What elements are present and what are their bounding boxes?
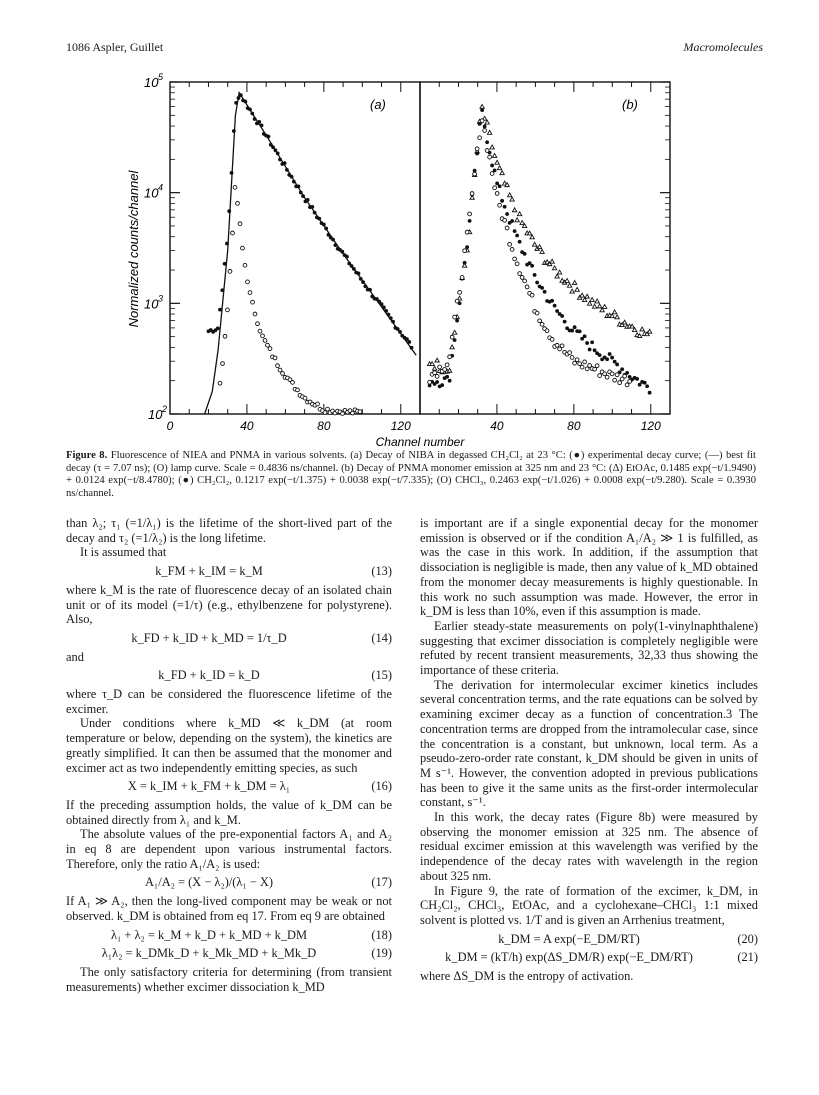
data-point	[463, 261, 467, 265]
data-point	[460, 276, 464, 280]
data-point	[555, 309, 559, 313]
data-point	[433, 371, 437, 375]
paragraph: It is assumed that	[80, 545, 167, 560]
data-point	[513, 229, 517, 233]
data-point	[263, 339, 267, 343]
equation-18: λ₁ + λ₂ = k_M + k_D + k_MD + k_DM (18)	[110, 927, 392, 942]
data-point	[518, 272, 522, 276]
data-point	[435, 380, 439, 384]
data-point	[505, 212, 509, 216]
y-tick-exponent: 4	[158, 182, 164, 193]
data-point	[610, 356, 614, 360]
data-point	[432, 366, 436, 370]
data-point	[625, 383, 629, 387]
data-point	[276, 364, 280, 368]
data-point	[465, 245, 469, 249]
data-point	[447, 368, 451, 372]
data-point	[580, 293, 584, 297]
data-point	[468, 212, 472, 216]
data-point	[598, 353, 602, 357]
data-point	[615, 373, 619, 377]
data-point	[565, 279, 569, 283]
equation-17: A₁/A₂ = (X − λ₂)/(λ₁ − X) (17)	[144, 875, 392, 890]
data-point	[440, 383, 444, 387]
data-point	[495, 192, 499, 196]
y-tick-label: 10	[144, 185, 159, 201]
panel-b-frame	[420, 82, 670, 414]
data-point	[428, 380, 432, 384]
data-point	[595, 299, 599, 303]
data-point	[236, 201, 240, 205]
data-point	[231, 231, 235, 235]
data-point	[500, 199, 504, 203]
data-point	[587, 301, 591, 305]
data-point	[530, 293, 534, 297]
data-point	[273, 356, 277, 360]
data-point	[473, 172, 477, 176]
best-fit-decay-line	[205, 93, 417, 414]
y-tick-exponent: 3	[158, 293, 164, 304]
data-point	[620, 367, 624, 371]
data-point	[510, 247, 514, 251]
data-point	[605, 357, 609, 361]
data-point	[613, 378, 617, 382]
data-point	[455, 319, 459, 323]
data-point	[583, 334, 587, 338]
data-point	[498, 203, 502, 207]
data-point	[485, 149, 489, 153]
data-point	[523, 279, 527, 283]
y-tick-label: 10	[148, 407, 163, 422]
data-point	[648, 391, 652, 395]
x-tick-label: 0	[166, 419, 174, 433]
data-point	[226, 308, 230, 312]
y-tick-exponent: 2	[162, 404, 168, 414]
data-point	[555, 343, 559, 347]
equation-21: k_DM = (kT/h) exp(ΔS_DM/R) exp(−E_DM/RT) (21)	[445, 950, 758, 965]
data-point	[567, 283, 571, 287]
running-header-right: Macromolecules	[683, 40, 763, 54]
data-point	[518, 240, 522, 244]
data-point	[515, 234, 519, 238]
equation-16: X = k_IM + k_FM + k_DM = λ₁ (16)	[127, 779, 392, 794]
data-point	[507, 193, 511, 197]
data-point	[450, 345, 454, 349]
data-point	[475, 147, 479, 151]
data-point	[585, 294, 589, 298]
data-point	[575, 287, 579, 291]
data-point	[512, 208, 516, 212]
data-point	[485, 140, 489, 144]
data-point	[490, 172, 494, 176]
data-point	[595, 364, 599, 368]
data-point	[487, 130, 491, 134]
data-point	[495, 160, 499, 164]
data-point	[550, 338, 554, 342]
data-point	[261, 334, 265, 338]
data-point	[485, 120, 489, 124]
x-axis-label: Channel number	[375, 435, 465, 449]
data-point	[597, 304, 601, 308]
data-point	[537, 245, 541, 249]
data-point	[241, 246, 245, 250]
data-point	[513, 257, 517, 261]
data-point	[635, 377, 639, 381]
data-point	[550, 299, 554, 303]
data-point	[535, 311, 539, 315]
data-point	[475, 152, 479, 156]
data-point	[500, 171, 504, 175]
data-point	[540, 286, 544, 290]
figure-caption	[66, 450, 756, 500]
paragraph: The absolute values of the pre-exponential factors A₁ and A₂ in eq 8 are dependent upon various instrumental factors. Therefore, only the ratio A₁/A₂ is used:	[66, 827, 392, 871]
data-point	[552, 266, 556, 270]
data-point	[438, 365, 442, 369]
data-point	[612, 310, 616, 314]
data-point	[326, 407, 330, 411]
data-point	[580, 365, 584, 369]
data-point	[532, 242, 536, 246]
data-point	[520, 276, 524, 280]
data-point	[248, 291, 252, 295]
data-point	[628, 380, 632, 384]
x-tick-label: 40	[490, 419, 504, 433]
equation-19: λ₁λ₂ = k_DMk_D + k_Mk_MD + k_Mk_D (19)	[101, 946, 392, 961]
data-point	[238, 222, 242, 226]
data-point	[455, 299, 459, 303]
data-point	[266, 343, 270, 347]
data-point	[508, 242, 512, 246]
data-point	[610, 372, 614, 376]
data-point	[563, 320, 567, 324]
data-point	[435, 358, 439, 362]
equation-20: k_DM = A exp(−E_DM/RT) (20)	[498, 931, 758, 946]
data-point	[623, 374, 627, 378]
data-point	[435, 374, 439, 378]
y-tick-exponent: 5	[158, 72, 164, 82]
data-point	[256, 322, 260, 326]
paragraph: and	[66, 649, 84, 664]
data-point	[452, 330, 456, 334]
data-point	[557, 270, 561, 274]
data-point	[480, 104, 484, 108]
data-point	[540, 322, 544, 326]
data-point	[605, 375, 609, 379]
data-point	[588, 348, 592, 352]
data-point	[243, 263, 247, 267]
data-point	[468, 219, 472, 223]
data-point	[503, 218, 507, 222]
figure-8	[100, 64, 700, 449]
data-point	[358, 410, 362, 414]
data-point	[602, 305, 606, 309]
data-point	[453, 315, 457, 319]
data-point	[497, 166, 501, 170]
data-point	[218, 381, 222, 385]
data-point	[525, 285, 529, 289]
y-tick-label: 10	[144, 75, 159, 90]
data-point	[503, 205, 507, 209]
x-tick-label: 120	[390, 419, 411, 433]
data-point	[445, 363, 449, 367]
data-point	[448, 379, 452, 383]
data-point	[223, 334, 227, 338]
paragraph: where τ_D can be considered the fluorescence lifetime of the excimer.	[66, 687, 392, 716]
data-point	[515, 262, 519, 266]
data-point	[555, 274, 559, 278]
data-point	[553, 304, 557, 308]
x-tick-label: 80	[317, 419, 331, 433]
paragraph: is important are if a single exponential decay for the monomer emission is observed or if the condition A₁/A₂ ≫ 1 is fulfilled, as was the case in this work. In addition, if the assumption that dissociation is negligible is made, then any value of k_MD obtained from the monomer decay measurements is highly questionable. In this work no such assumption was made. However, the error in k_DM is less than 10%, even if this assumption is made.	[420, 516, 758, 619]
paragraph: The derivation for intermolecular excimer kinetics includes several concentration terms, and the rate equations can be solved by examining excimer decay as a function of concentration.3 The concentration terms are dropped from the intramolecular case, since the concentration is a constant, but unknown, local term. As a pseudo-zero-order rate constant, k_DM should be given in units of M s⁻¹. However, the convention adopted in previous publications has been to give it the same units as the first-order intermolecular constant, s⁻¹.	[420, 677, 758, 810]
data-point	[253, 312, 257, 316]
paragraph: If the preceding assumption holds, the value of k_DM can be obtained directly from λ₁ and k_M.	[66, 797, 392, 827]
data-point	[505, 226, 509, 230]
data-point	[510, 197, 514, 201]
data-point	[643, 381, 647, 385]
data-point	[490, 164, 494, 168]
data-point	[535, 281, 539, 285]
data-point	[493, 186, 497, 190]
data-point	[570, 356, 574, 360]
data-point	[568, 351, 572, 355]
y-axis-label: Normalized counts/channel	[126, 170, 141, 328]
equation-15: k_FD + k_ID = k_D (15)	[158, 668, 392, 683]
data-point	[483, 124, 487, 128]
data-point	[590, 340, 594, 344]
x-tick-label: 120	[640, 419, 661, 433]
data-point	[647, 329, 651, 333]
panel-a-frame	[170, 82, 420, 414]
data-point	[578, 362, 582, 366]
paragraph: Earlier steady-state measurements on poly(1-vinylnaphthalene) suggesting that excimer dissociation is completely negligible were refuted by recent transient measurements, 32,33 thus showing the importance of these criteria.	[420, 618, 758, 678]
data-point	[598, 374, 602, 378]
data-point	[573, 325, 577, 329]
paragraph: Under conditions where k_MD ≪ k_DM (at room temperature or below, depending on the system), the kinetics are greatly simplified. It can then be assumed that the monomer and excimer act as two independently emitting species, as such	[66, 716, 392, 775]
data-point	[573, 361, 577, 365]
data-point	[545, 329, 549, 333]
data-point	[463, 249, 467, 253]
data-point	[303, 396, 307, 400]
x-tick-labels	[167, 419, 661, 433]
data-point	[570, 329, 574, 333]
data-point	[480, 119, 484, 123]
data-point	[572, 280, 576, 284]
paragraph: where k_M is the rate of fluorescence decay of an isolated chain unit or of its model (=1/τ) (e.g., ethylbenzene for polystyrene). Also,	[66, 582, 392, 627]
x-tick-label: 80	[567, 419, 581, 433]
data-point	[530, 235, 534, 239]
data-point	[316, 402, 320, 406]
data-point	[515, 218, 519, 222]
data-point	[281, 372, 285, 376]
data-point	[560, 344, 564, 348]
paragraph: The only satisfactory criteria for determining (from transient measurements) whether excimer dissociation k_MD	[66, 964, 392, 994]
caption-text: Fluorescence of NIEA and PNMA in various solvents. (a) Decay of NIBA in degassed CH₂Cl₂ at 23 °C: (●) experimental decay curve; (—) best fit decay (τ = 7.07 ns); (O) lamp curve. Scale = 0.4836 ns/channel. (b) Decay of PNMA monomer emission at 325 nm and 23 °C: (Δ) EtOAc, 0.1485 exp(−t/1.9490) + 0.0124 exp(−t/8.4780); (●) CH₂Cl₂, 0.1217 exp(−t/1.375) + 0.0038 exp(−t/7.335); (O) CHCl₃, 0.2463 exp(−t/1.026) + 0.0008 exp(−t/9.280). Scale = 0.3930 ns/channel.	[66, 450, 756, 499]
data-point	[618, 381, 622, 385]
paragraph: In this work, the decay rates (Figure 8b) were measured by observing the monomer emission at 325 nm. The absence of residual excimer emission at this wavelength was verified by the independence of the decay rates with wavelength in the region about 325 nm.	[420, 810, 758, 883]
data-point	[538, 319, 542, 323]
data-point	[593, 367, 597, 371]
data-point	[291, 380, 295, 384]
data-point	[296, 388, 300, 392]
data-point	[593, 348, 597, 352]
panel-b-label: (b)	[622, 97, 638, 112]
paragraph: If A₁ ≫ A₂, then the long-lived component may be weak or not observed. k_DM is obtained from eq 17. From eq 9 are obtained	[66, 894, 392, 923]
data-point	[592, 304, 596, 308]
data-point	[550, 259, 554, 263]
data-point	[517, 212, 521, 216]
left-column	[66, 516, 392, 994]
data-point	[490, 145, 494, 149]
data-point	[570, 289, 574, 293]
data-point	[268, 347, 272, 351]
data-point	[640, 327, 644, 331]
data-point	[608, 352, 612, 356]
data-point	[533, 273, 537, 277]
y-tick-label: 10	[144, 296, 159, 312]
equation-14: k_FD + k_ID + k_MD = 1/τ_D (14)	[131, 630, 392, 645]
data-point	[216, 326, 220, 330]
data-point	[483, 129, 487, 133]
data-point	[488, 155, 492, 159]
data-point	[590, 298, 594, 302]
data-point	[492, 153, 496, 157]
data-point	[523, 252, 527, 256]
data-point	[585, 341, 589, 345]
data-point	[228, 269, 232, 273]
data-point	[543, 290, 547, 294]
data-point	[578, 329, 582, 333]
data-point	[575, 358, 579, 362]
y-tick-labels	[144, 72, 167, 422]
data-point	[560, 314, 564, 318]
data-point	[480, 108, 484, 112]
running-header-left: 1086 Aspler, Guillet	[66, 40, 164, 54]
paragraph: than λ₂; τ₁ (=1/λ₁) is the lifetime of the short-lived part of the decay and τ₂ (=1/λ₂) is the long lifetime.	[66, 516, 392, 545]
right-column	[420, 516, 758, 984]
equation-13: k_FM + k_IM = k_M (13)	[155, 564, 392, 579]
data-point	[470, 192, 474, 196]
data-point	[323, 411, 327, 415]
data-point	[622, 320, 626, 324]
data-marks	[207, 93, 652, 415]
data-point	[221, 362, 225, 366]
data-point	[445, 375, 449, 379]
data-point	[498, 184, 502, 188]
data-point	[258, 329, 262, 333]
data-point	[430, 362, 434, 366]
data-point	[443, 368, 447, 372]
data-point	[251, 300, 255, 304]
paragraph: where ΔS_DM is the entropy of activation.	[420, 969, 634, 984]
data-point	[603, 372, 607, 376]
data-point	[246, 280, 250, 284]
data-point	[478, 136, 482, 140]
data-point	[510, 219, 514, 223]
x-tick-label: 40	[240, 419, 254, 433]
data-point	[465, 230, 469, 234]
caption-label: Figure 8.	[66, 450, 108, 461]
data-point	[448, 355, 452, 359]
data-point	[583, 360, 587, 364]
data-point	[615, 363, 619, 367]
data-point	[615, 315, 619, 319]
data-point	[540, 250, 544, 254]
data-point	[527, 231, 531, 235]
data-point	[520, 221, 524, 225]
paragraph: In Figure 9, the rate of formation of the excimer, k_DM, in CH₂Cl₂, CHCl₃, EtOAc, and a cyclohexane–CHCl₃ 1:1 mixed solvent is plotted vs. 1/T and is given an Arrhenius treatment,	[420, 883, 758, 927]
data-point	[233, 185, 237, 189]
data-point	[645, 384, 649, 388]
data-point	[458, 290, 462, 294]
data-point	[630, 324, 634, 328]
data-point	[530, 264, 534, 268]
panel-a-label: (a)	[370, 97, 386, 112]
data-point	[450, 335, 454, 339]
